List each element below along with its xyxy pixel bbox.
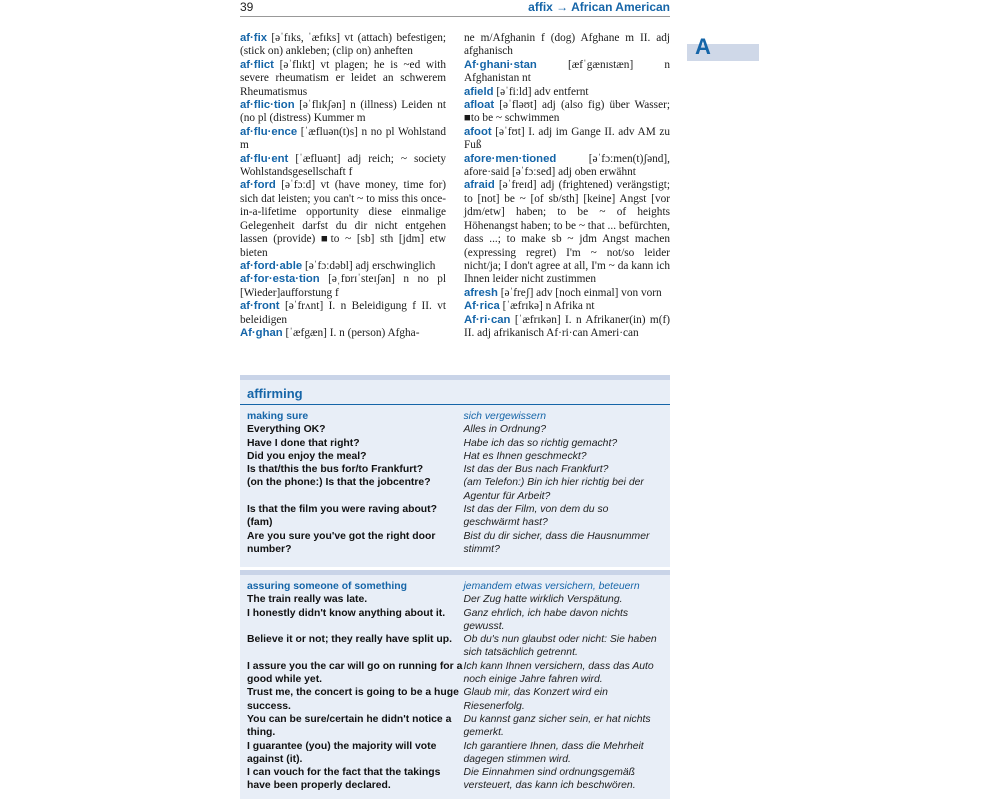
phrase-german: Ganz ehrlich, ich habe davon nichts gewusst. — [463, 607, 629, 632]
running-head: affix → African American — [528, 0, 670, 14]
phrase-german: Ist das der Bus nach Frankfurt? — [463, 464, 609, 476]
affirming-phrase-box — [240, 375, 670, 567]
entry-definition: [əˈflɪkt] vt plagen; he is ~ed with severe rheumatism er leidet an schwerem Rheumatismus — [240, 58, 446, 98]
entry-definition: [əˈfɔːd] vt (have money, time for) sich dat leisten; you can't ~ to miss this once-in-a-lifetime opportunity diese einmalige Gelegenheit darfst du dir nicht entgehen lassen (provide) ■to ~ [sb] sth [jdm] etw bieten — [240, 179, 446, 259]
alphabet-thumb-tab[interactable] — [687, 34, 759, 61]
affirming-phrase-box-continued — [240, 570, 670, 799]
phrase-row — [240, 686, 670, 713]
phrase-english: Is that the film you were raving about? (fam) — [247, 504, 437, 529]
phrase-english: The train really was late. — [247, 594, 368, 606]
entry-headword: af·flict — [240, 58, 274, 71]
phrase-german: Die Einnahmen sind ordnungsgemäß versteuert, das kann ich beschwören. — [463, 767, 636, 792]
dictionary-entry — [464, 314, 670, 341]
phrase-german: Hat es Ihnen geschmeckt? — [463, 450, 587, 462]
phrase-english: Believe it or not; they really have split up. — [247, 634, 452, 646]
entry-definition: [əˈfrʌnt] I. n Beleidigung f II. vt beleidigen — [240, 300, 447, 326]
dictionary-entry — [464, 300, 670, 313]
section-heading-en: assuring someone of something — [247, 581, 407, 592]
entry-definition: [əˈfɪks, ˈæfɪks] vt (attach) befestigen; (stick on) ankleben; (clip on) anheften — [240, 32, 446, 58]
entry-headword: Af·rica — [464, 300, 500, 313]
phrase-row — [240, 766, 670, 793]
phrase-row — [240, 450, 670, 463]
dictionary-entry — [240, 179, 446, 259]
left-dictionary-column — [240, 32, 446, 340]
phrase-german: Alles in Ordnung? — [463, 424, 547, 436]
entry-definition: [əˌfɒrɪˈsteɪʃən] n no pl [Wieder]aufforstung f — [240, 273, 446, 299]
phrase-row — [240, 740, 670, 767]
phrase-german: Ist das der Film, von dem du so geschwärmt hast? — [463, 504, 609, 529]
entry-definition: [əˈfɔːmen(t)ʃənd], afore·said [əˈfɔːsed] adj oben erwähnt — [464, 152, 670, 179]
entry-definition: ne m/Afghanin f (dog) Afghane m II. adj afghanisch — [464, 32, 670, 58]
entry-headword: Af·ghani·stan — [464, 58, 537, 71]
phrase-english: I assure you the car will go on running for a good while yet. — [247, 660, 463, 686]
phrase-row — [240, 530, 670, 557]
dictionary-entry — [240, 273, 446, 300]
entry-headword: af·fix — [240, 32, 267, 44]
dictionary-entry — [240, 327, 446, 340]
phrase-english: Trust me, the concert is going to be a huge success. — [247, 687, 459, 712]
dictionary-entry — [464, 99, 670, 126]
dictionary-entry — [240, 99, 446, 126]
phrase-german: Bist du dir sicher, dass die Hausnummer stimmt? — [463, 530, 650, 555]
entry-definition: [əˈfreɪd] adj (frightened) verängstigt; to [not] be ~ [of sb/sth] [keine] Angst [vor jdm/etw] haben; to be ~ of heights Höhenangst haben; to be ~ that ... befürchten, dass ...; to make sb ~ jdm Angst machen (expressing regret) I'm ~ not/so leider nicht/ja; I don't agree at all, I'm ~ da kann ich Ihnen leider nicht zustimmen — [464, 179, 671, 286]
entry-headword: afresh — [464, 286, 498, 299]
phrase-row — [240, 660, 670, 687]
dictionary-entry — [464, 59, 670, 86]
entry-headword: af·ford — [240, 179, 276, 192]
phrase-english: Have I done that right? — [247, 437, 360, 449]
entry-headword: af·ford·able — [240, 259, 303, 272]
section-heading-row — [240, 410, 670, 423]
phrase-german: Der Zug hatte wirklich Verspätung. — [463, 594, 623, 606]
phrase-row — [240, 463, 670, 476]
phrase-row — [240, 607, 670, 634]
entry-definition: [ˈæfluənt] adj reich; ~ society Wohlstandsgesellschaft f — [240, 152, 446, 179]
phrase-english: Is that/this the bus for/to Frankfurt? — [247, 464, 424, 476]
dictionary-entry — [240, 300, 446, 327]
phrase-german: Ob du's nun glaubst oder nicht: Sie haben sich tatsächlich getrennt. — [463, 634, 657, 659]
phrase-row — [240, 423, 670, 436]
phrase-german: Habe ich das so richtig gemacht? — [463, 437, 618, 449]
phrase-section-making-sure — [240, 405, 670, 556]
entry-definition: [ˈæfgæn] I. n (person) Afgha- — [285, 326, 420, 339]
phrase-row — [240, 476, 670, 503]
dictionary-entry — [240, 153, 446, 180]
right-dictionary-column — [464, 32, 670, 340]
phrase-english: You can be sure/certain he didn't notice a thing. — [247, 713, 452, 739]
phrase-german: Ich kann Ihnen versichern, dass das Auto noch einige Jahre fahren wird. — [463, 660, 654, 686]
entry-definition: [æfˈgænɪstæn] n Afghanistan nt — [464, 58, 670, 85]
entry-headword: afloat — [464, 99, 495, 112]
panel-title: affirming — [240, 380, 670, 405]
entry-headword: af·front — [240, 300, 280, 313]
phrase-english: Everything OK? — [247, 424, 326, 436]
entry-headword: af·flu·ence — [240, 125, 298, 138]
phrase-english: I guarantee (you) the majority will vote against (it). — [247, 740, 437, 765]
section-heading-row — [240, 580, 670, 593]
phrase-german: (am Telefon:) Bin ich hier richtig bei der Agentur für Arbeit? — [463, 477, 644, 502]
entry-definition: [ˈæfrɪkə] n Afrika nt — [502, 300, 595, 313]
thumb-tab-letter: A — [695, 34, 711, 59]
entry-definition: [əˈfreʃ] adv [noch einmal] von vorn — [500, 286, 662, 299]
phrase-section-assuring — [240, 575, 670, 793]
entry-headword: afraid — [464, 179, 495, 192]
entry-headword: Af·ghan — [240, 326, 283, 339]
phrase-row — [240, 633, 670, 660]
phrase-row — [240, 503, 670, 530]
phrase-german: Du kannst ganz sicher sein, er hat nichts gemerkt. — [463, 713, 651, 739]
entry-definition: [əˈfɔːdəbl] adj erschwinglich — [304, 259, 436, 272]
page-header — [240, 0, 670, 17]
phrase-row — [240, 437, 670, 450]
phrase-row — [240, 713, 670, 740]
phrase-row — [240, 593, 670, 606]
page-number: 39 — [240, 0, 254, 14]
dictionary-entry — [464, 86, 670, 99]
dictionary-entry — [464, 32, 670, 59]
entry-headword: afore·men·tioned — [464, 152, 557, 165]
section-heading-de: sich vergewissern — [463, 411, 547, 422]
dictionary-entry — [464, 126, 670, 153]
entry-headword: afield — [464, 85, 494, 98]
entry-definition: [ˈæfrɪkən] I. n Afrikaner(in) m(f) II. adj afrikanisch Af·ri·can Ameri·can — [464, 313, 670, 339]
phrase-english: I honestly didn't know anything about it. — [247, 607, 446, 619]
entry-definition: [əˈfiːld] adv entfernt — [496, 85, 589, 98]
phrase-english: Are you sure you've got the right door number? — [247, 530, 436, 555]
entry-headword: afoot — [464, 125, 492, 138]
entry-definition: [əˈfləʊt] adj (also fig) über Wasser; ■to be ~ schwimmen — [464, 99, 670, 125]
dictionary-entry — [240, 126, 446, 153]
entry-definition: [əˈflɪkʃən] n (illness) Leiden nt (no pl (distress) Kummer m — [240, 99, 446, 125]
phrase-english: (on the phone:) Is that the jobcentre? — [247, 477, 431, 489]
section-heading-en: making sure — [247, 411, 309, 422]
entry-definition: [ˈæfluən(t)s] n no pl Wohlstand m — [240, 125, 446, 152]
dictionary-entry — [240, 59, 446, 99]
phrase-english: I can vouch for the fact that the takings have been properly declared. — [247, 767, 441, 792]
dictionary-entry — [240, 32, 446, 59]
dictionary-entry — [464, 153, 670, 180]
phrase-english: Did you enjoy the meal? — [247, 450, 367, 462]
dictionary-entry — [464, 179, 670, 286]
entry-headword: af·for·esta·tion — [240, 273, 320, 286]
entry-headword: af·flic·tion — [240, 99, 295, 112]
entry-headword: Af·ri·can — [464, 313, 511, 326]
dictionary-entry — [240, 260, 446, 273]
entry-definition: [əˈfʊt] I. adj im Gange II. adv AM zu Fuß — [464, 125, 670, 152]
phrase-german: Glaub mir, das Konzert wird ein Riesenerfolg. — [463, 687, 608, 712]
dictionary-entry — [464, 287, 670, 300]
section-heading-de: jemandem etwas versichern, beteuern — [463, 581, 640, 592]
entry-headword: af·flu·ent — [240, 152, 289, 165]
phrase-german: Ich garantiere Ihnen, dass die Mehrheit dagegen stimmen wird. — [463, 740, 644, 765]
